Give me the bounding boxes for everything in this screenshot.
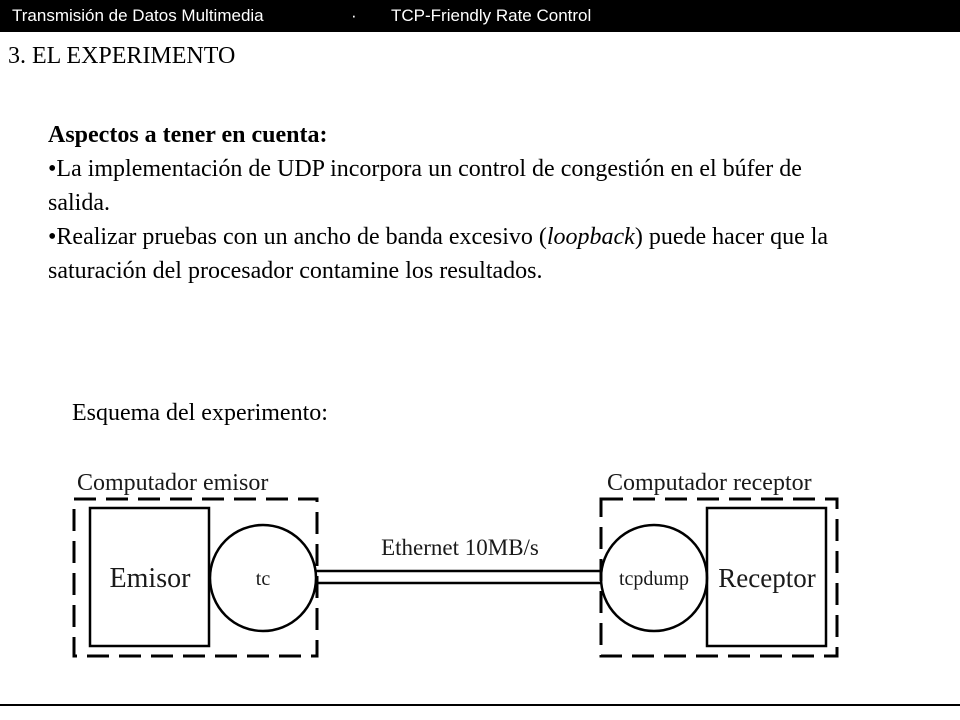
receiver-group-label: Computador receptor [607, 470, 812, 496]
bullet-udp-congestion: •La implementación de UDP incorpora un control de congestión en el búfer de salida. [48, 156, 802, 216]
slide-content [48, 118, 868, 288]
loopback-term: loopback [546, 224, 635, 250]
sender-box-label: Emisor [109, 563, 191, 594]
slide-header-bar [0, 0, 960, 32]
content-heading: Aspectos a tener en cuenta: [48, 122, 328, 148]
bullet-loopback-text-start: •Realizar pruebas con un ancho de banda excesivo ( [48, 224, 547, 250]
bullet-loopback-text-end: ) puede hacer que la saturación del procesador contamine los resultados. [48, 224, 829, 284]
bottom-rule [0, 704, 960, 706]
diagram-caption: Esquema del experimento: [72, 400, 328, 426]
experiment-diagram [0, 450, 960, 670]
header-separator: · [351, 6, 357, 25]
topic-title: TCP-Friendly Rate Control [391, 6, 592, 25]
sender-group-label: Computador emisor [77, 470, 269, 496]
course-title: Transmisión de Datos Multimedia [12, 6, 264, 25]
receiver-box-label: Receptor [718, 563, 816, 593]
bullet-loopback [48, 220, 868, 288]
tcpdump-node-label: tcpdump [619, 568, 689, 590]
link-label: Ethernet 10MB/s [381, 535, 539, 560]
tc-node-label: tc [255, 568, 271, 590]
section-title: 3. EL EXPERIMENTO [8, 43, 236, 69]
